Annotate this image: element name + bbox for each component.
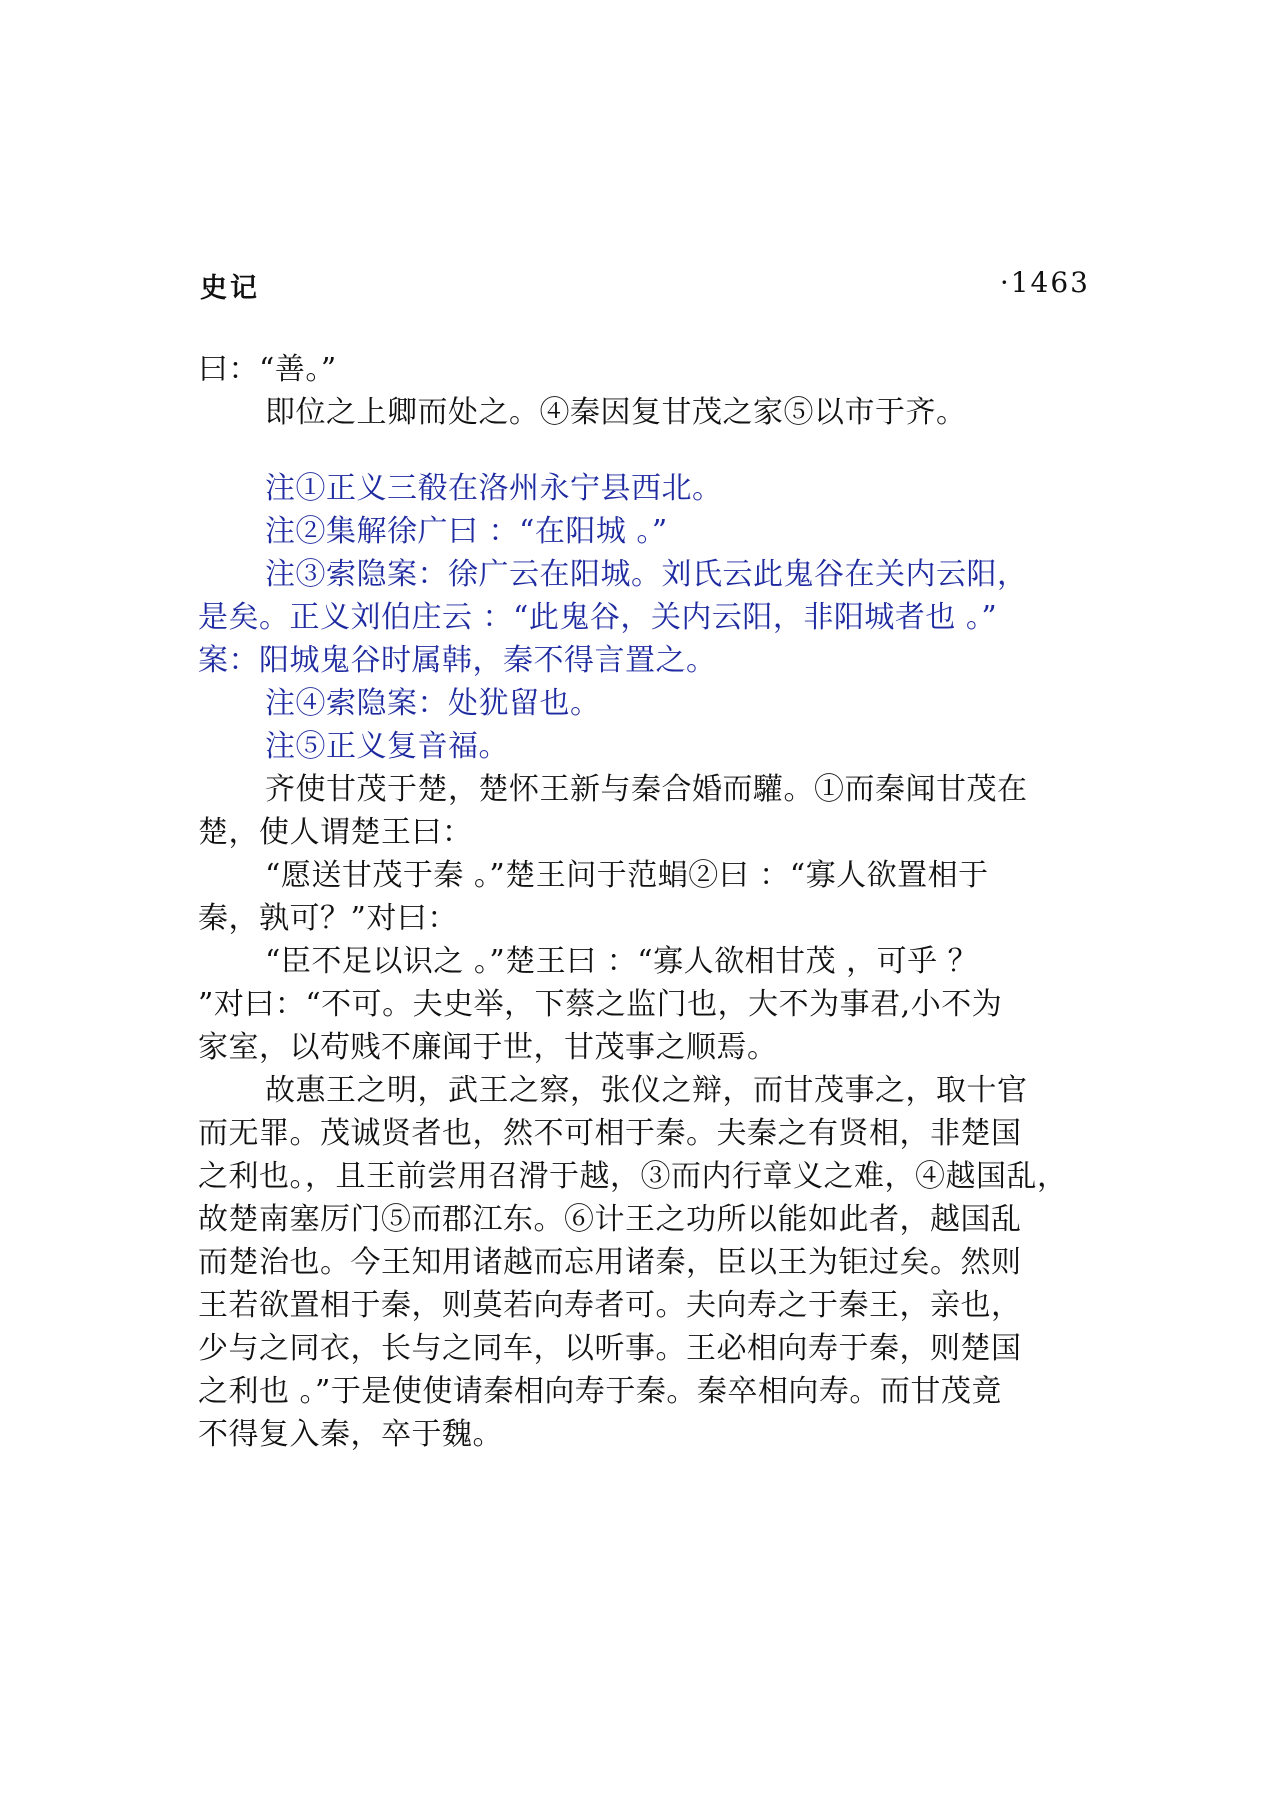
note-line: 注⑤正义复音福。 [265,729,509,764]
text-line: 即位之上卿而处之。④秦因复甘茂之家⑤以市于齐。 [265,395,967,430]
note-line: 注②集解徐广曰 ：“在阳城 。” [265,514,668,549]
note-line: 注③索隐案：徐广云在阳城。刘氏云此鬼谷在关内云阳， [265,557,1028,592]
text-line: 不得复入秦，卒于魏。 [198,1417,503,1452]
running-header [200,266,1090,306]
text-line: 曰：“善。” [198,352,337,387]
text-line: ”对曰：“不可。夫史举，下蔡之监门也，大不为事君,小不为 [198,987,1003,1022]
note-line: 注①正义三殽在洛州永宁县西北。 [265,471,723,506]
note-line: 案：阳城鬼谷时属韩，秦不得言置之。 [198,643,717,678]
text-line: 之利也。，且王前尝用召滑于越，③而内行章义之难，④越国乱， [198,1159,1068,1194]
text-line: 家室，以苟贱不廉闻于世，甘茂事之顺焉。 [198,1030,778,1065]
page-number: ·1463 [999,266,1090,299]
text-line: 楚，使人谓楚王曰： [198,815,473,850]
note-line: 注④索隐案：处犹留也。 [265,686,601,721]
text-line: “臣不足以识之 。”楚王曰 ：“寡人欲相甘茂 ，可乎 ？ [265,944,979,979]
note-line: 是矣。正义刘伯庄云 ：“此鬼谷，关内云阳，非阳城者也 。” [198,600,998,635]
text-line: 而无罪。茂诚贤者也，然不可相于秦。夫秦之有贤相，非楚国 [198,1116,1022,1151]
text-line: 之利也 。”于是使使请秦相向寿于秦。秦卒相向寿。而甘茂竟 [198,1374,1002,1409]
paragraph-gap [198,434,1128,467]
book-title: 史记 [200,273,260,304]
text-line: 故惠王之明，武王之察，张仪之辩，而甘茂事之，取十官 [265,1073,1028,1108]
text-line: 秦，孰可？”对曰： [198,901,458,936]
text-line: 少与之同衣，长与之同车，以听事。王必相向寿于秦，则楚国 [198,1331,1022,1366]
text-line: 而楚治也。今王知用诸越而忘用诸秦，臣以王为钜过矣。然则 [198,1245,1022,1280]
text-line: “愿送甘茂于秦 。”楚王问于范蜎②曰 ：“寡人欲置相于 [265,858,989,893]
text-line: 王若欲置相于秦，则莫若向寿者可。夫向寿之于秦王，亲也， [198,1288,1022,1323]
text-line: 齐使甘茂于楚，楚怀王新与秦合婚而驩。①而秦闻甘茂在 [265,772,1028,807]
text-line: 故楚南塞厉门⑤而郡江东。⑥计王之功所以能如此者，越国乱 [198,1202,1022,1237]
body-text [198,348,1128,1456]
